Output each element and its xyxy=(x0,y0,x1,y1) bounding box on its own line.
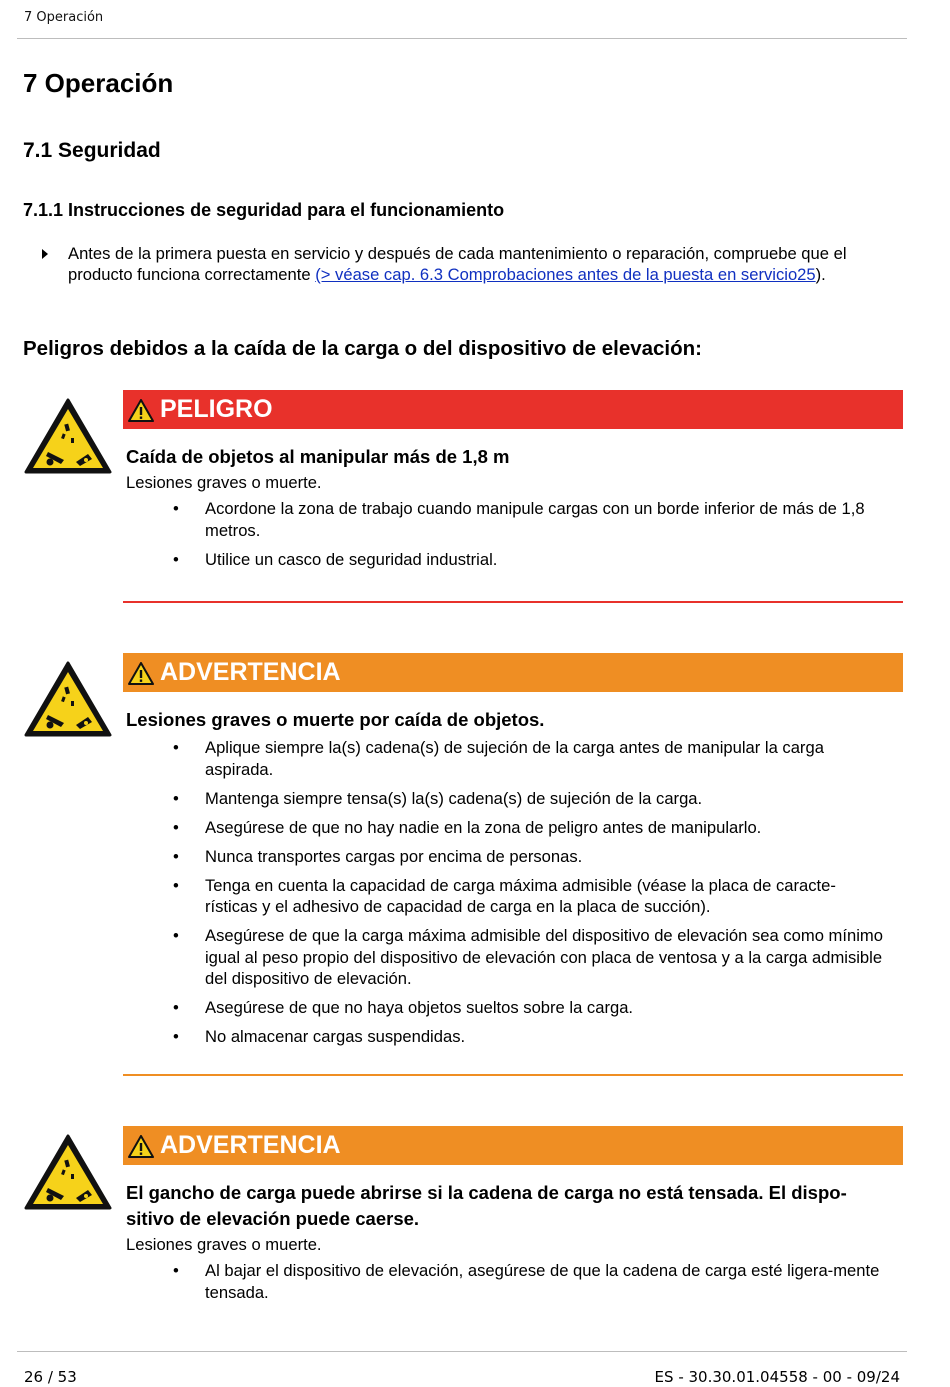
list-item: • Al bajar el dispositivo de elevación, asegúrese de que la cadena de carga esté ligera-mente tensada. xyxy=(123,1260,903,1303)
warning-triangle-icon xyxy=(128,399,154,422)
list-item: • No almacenar cargas suspendidas. xyxy=(123,1026,903,1048)
falling-objects-warning-icon xyxy=(24,1132,112,1212)
danger-notice xyxy=(123,390,903,578)
header-divider xyxy=(17,38,907,39)
warning-notice xyxy=(123,653,903,1055)
measure-list xyxy=(123,737,903,1048)
danger-notice-end-line xyxy=(123,601,903,603)
instruction-text-end: ). xyxy=(815,265,826,284)
hazard-heading: Peligros debidos a la caída de la carga o del dispositivo de elevación: xyxy=(23,337,703,360)
warning-notice-end-line xyxy=(123,1074,903,1076)
danger-banner xyxy=(123,390,903,429)
list-item: • Tenga en cuenta la capacidad de carga máxima admisible (véase la placa de caracte-rísticas y el adhesivo de capacidad de carga en la placa de succión). xyxy=(123,875,903,918)
warning-notice xyxy=(123,1126,903,1311)
list-item: • Aplique siempre la(s) cadena(s) de sujeción de la carga antes de manipular la carga aspirada. xyxy=(123,737,903,780)
notice-headline: El gancho de carga puede abrirse si la cadena de carga no está tensada. El dispo-sitivo de elevación puede caerse. xyxy=(126,1182,847,1229)
chapter-title: 7 Operación xyxy=(23,68,174,98)
instruction-text: Antes de la primera puesta en servicio y después de cada mantenimiento o reparación, compruebe que el producto funciona correctamente xyxy=(68,244,847,284)
page-number: 26 / 53 xyxy=(24,1368,77,1386)
list-item: • Asegúrese de que no hay nadie en la zona de peligro antes de manipularlo. xyxy=(123,817,903,839)
footer-divider xyxy=(17,1351,907,1352)
notice-consequence: Lesiones graves o muerte. xyxy=(126,1235,322,1254)
measure-list xyxy=(123,1260,903,1303)
falling-objects-warning-icon xyxy=(24,659,112,739)
warning-banner xyxy=(123,1126,903,1165)
notice-consequence: Lesiones graves o muerte. xyxy=(126,473,322,492)
signal-word: PELIGRO xyxy=(160,395,273,423)
running-header: 7 Operación xyxy=(24,10,104,25)
signal-word: ADVERTENCIA xyxy=(160,1131,341,1159)
list-item: • Mantenga siempre tensa(s) la(s) cadena(s) de sujeción de la carga. xyxy=(123,788,903,810)
list-item: • Nunca transportes cargas por encima de personas. xyxy=(123,846,903,868)
subsection-title: 7.1.1 Instrucciones de seguridad para el funcionamiento xyxy=(23,200,505,220)
list-item: • Acordone la zona de trabajo cuando manipule cargas con un borde inferior de más de 1,8 metros. xyxy=(123,498,903,541)
measure-list xyxy=(123,498,903,570)
warning-banner xyxy=(123,653,903,692)
signal-word: ADVERTENCIA xyxy=(160,658,341,686)
list-item: • Utilice un casco de seguridad industrial. xyxy=(123,549,903,571)
notice-headline: Caída de objetos al manipular más de 1,8 m xyxy=(126,446,510,467)
document-id: ES - 30.30.01.04558 - 00 - 09/24 xyxy=(654,1368,900,1386)
notice-headline: Lesiones graves o muerte por caída de objetos. xyxy=(126,709,545,730)
warning-triangle-icon xyxy=(128,1135,154,1158)
step-arrow-icon xyxy=(42,249,48,259)
warning-triangle-icon xyxy=(128,662,154,685)
cross-reference-link[interactable]: (> véase cap. 6.3 Comprobaciones antes de la puesta en servicio25 xyxy=(315,265,816,284)
list-item: • Asegúrese de que no haya objetos sueltos sobre la carga. xyxy=(123,997,903,1019)
falling-objects-warning-icon xyxy=(24,396,112,476)
section-title: 7.1 Seguridad xyxy=(23,139,161,162)
list-item: • Asegúrese de que la carga máxima admisible del dispositivo de elevación sea como mínimo igual al peso propio del dispositivo de elevación con placa de ventosa y a la carga admisible del dispositivo de elevación. xyxy=(123,925,903,990)
instruction-step xyxy=(42,243,907,285)
